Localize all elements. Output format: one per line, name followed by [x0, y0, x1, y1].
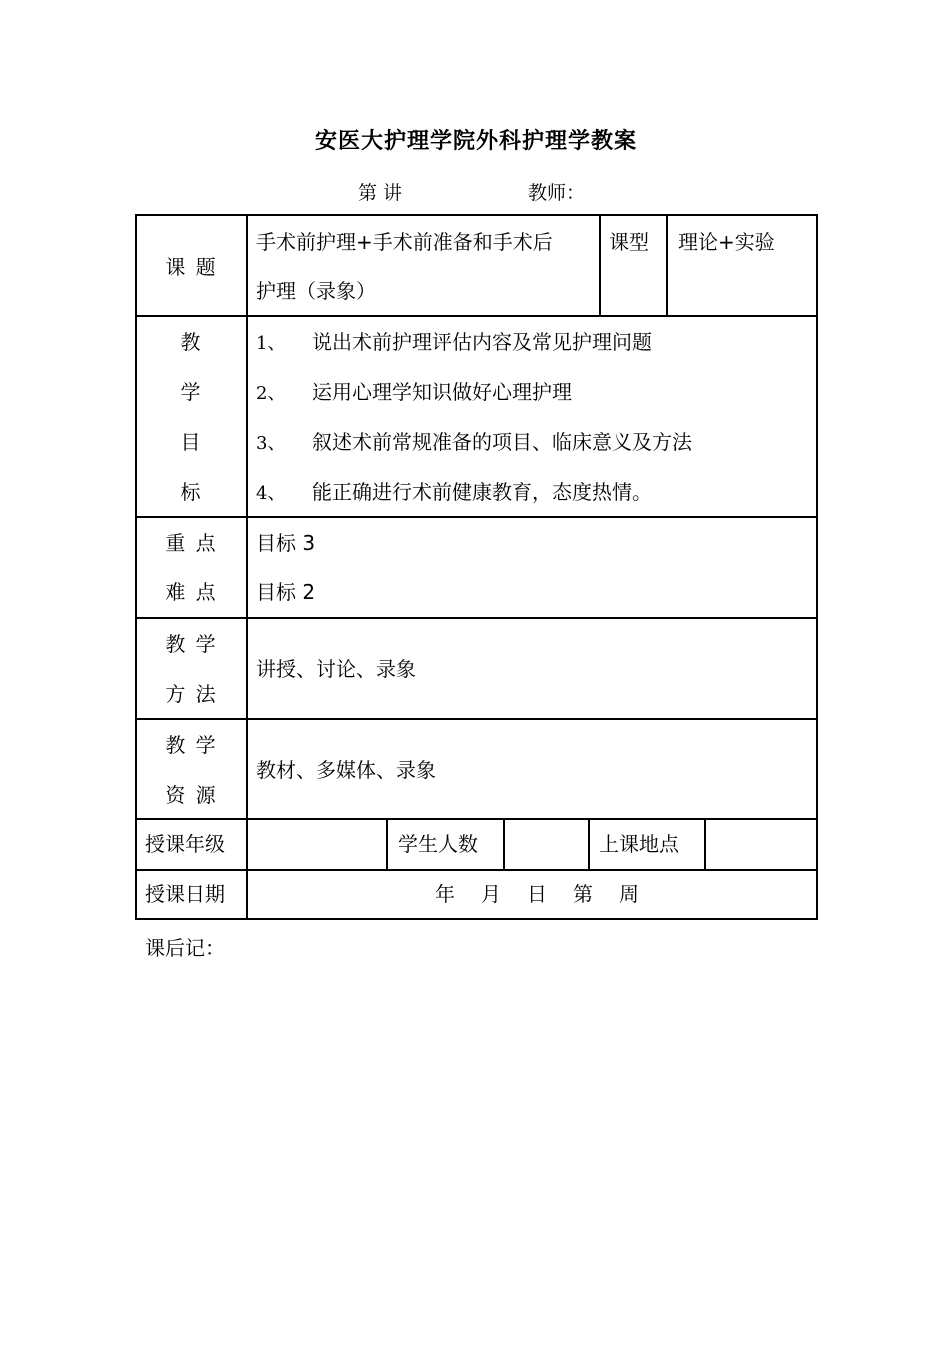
key-points-label: 重 点 [165, 531, 218, 555]
objective-text: 说出术前护理评估内容及常见护理问题 [312, 330, 652, 354]
date-value: 年 月 日 第 周 [435, 882, 642, 906]
topic-label: 课 题 [165, 255, 218, 279]
table-border-right [816, 214, 818, 920]
objective-text: 能正确进行术前健康教育，态度热情。 [312, 480, 652, 504]
students-label: 学生人数 [398, 832, 478, 856]
objective-item [256, 417, 692, 469]
resources-value: 教材、多媒体、录象 [256, 758, 436, 782]
teacher-label: 教师： [528, 182, 586, 204]
grade-label: 授课年级 [145, 832, 225, 856]
difficult-points-value: 目标 2 [256, 580, 316, 604]
methods-label: 教 学 [165, 632, 218, 656]
course-type-label: 课型 [609, 230, 649, 254]
column-divider [704, 818, 706, 870]
post-class-notes-label: 课后记： [145, 936, 225, 960]
resources-label: 教 学 [165, 733, 218, 757]
objective-number: 4、 [256, 483, 286, 504]
objective-item [256, 367, 572, 419]
column-divider [503, 818, 505, 870]
objectives-label-char: 目 [180, 430, 203, 454]
methods-label: 方 法 [165, 682, 218, 706]
methods-value: 讲授、讨论、录象 [256, 657, 416, 681]
topic-line-2: 护理（录象） [256, 279, 376, 303]
column-divider [666, 214, 668, 316]
column-divider [599, 214, 601, 316]
objective-number: 1、 [256, 333, 286, 354]
objectives-label-char: 学 [180, 380, 203, 404]
column-divider [386, 818, 388, 870]
lecture-number-label: 第 讲 [358, 182, 403, 204]
page-title: 安医大护理学院外科护理学教案 [314, 129, 637, 154]
objective-number: 3、 [256, 433, 286, 454]
objective-text: 运用心理学知识做好心理护理 [312, 380, 572, 404]
objective-item [256, 317, 652, 369]
column-divider [588, 818, 590, 870]
lesson-plan-table [135, 214, 818, 920]
course-type-value: 理论+实验 [678, 230, 775, 254]
objectives-label-char: 标 [180, 480, 203, 504]
topic-line-1: 手术前护理+手术前准备和手术后 [256, 230, 553, 254]
objective-item [256, 467, 652, 519]
objective-number: 2、 [256, 383, 286, 404]
date-label: 授课日期 [145, 882, 225, 906]
objective-text: 叙述术前常规准备的项目、临床意义及方法 [312, 430, 692, 454]
location-label: 上课地点 [599, 832, 679, 856]
column-divider [246, 214, 248, 920]
resources-label: 资 源 [165, 783, 218, 807]
table-border-top [135, 214, 818, 216]
key-points-value: 目标 3 [256, 531, 316, 555]
difficult-points-label: 难 点 [165, 580, 218, 604]
objectives-label-char: 教 [180, 330, 203, 354]
